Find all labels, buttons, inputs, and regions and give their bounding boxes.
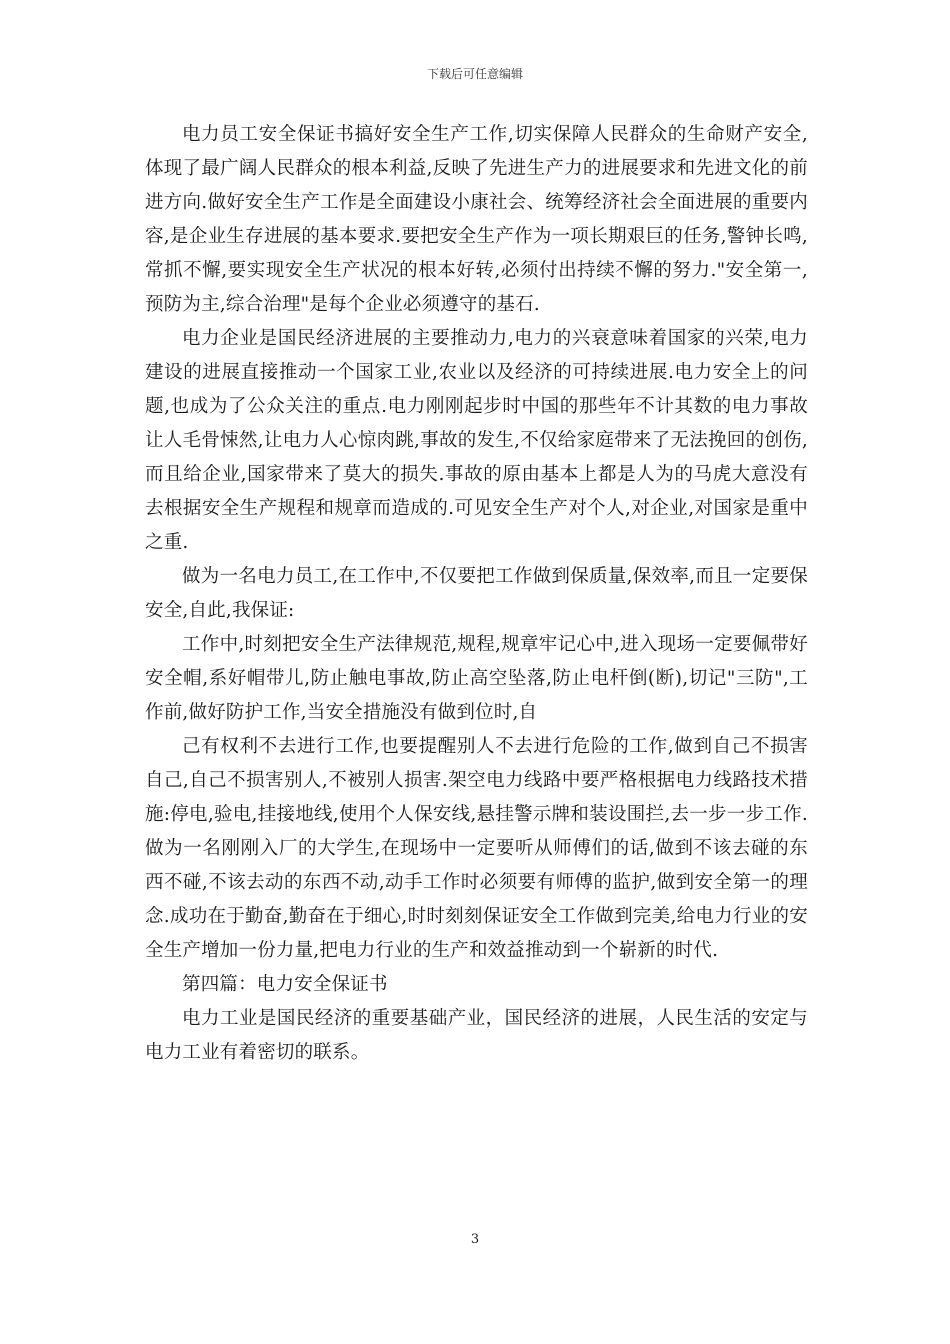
page-header: 下载后可任意编辑: [426, 67, 523, 81]
document-body: [145, 118, 808, 1070]
paragraph-work-rules: 工作中,时刻把安全生产法律规范,规程,规章牢记心中,进入现场一定要佩带好安全帽,系好帽带儿,防止触电事故,防止高空坠落,防止电杆倒(断),切记"三防",工作前,做好防护工作,当安全措施没有做到位时,自: [145, 634, 808, 723]
paragraph-power-enterprise: 电力企业是国民经济进展的主要推动力,电力的兴衰意味着国家的兴荣,电力建设的进展直接推动一个国家工业,农业以及经济的可持续进展.电力安全上的问题,也成为了公众关注的重点.电力刚刚起步时中国的那些年不计其数的电力事故让人毛骨悚然,让电力人心惊肉跳,事故的发生,不仅给家庭带来了无法挽回的创伤,而且给企业,国家带来了莫大的损失.事故的原由基本上都是人为的马虎大意没有去根据安全生产规程和规章而造成的.可见安全生产对个人,对企业,对国家是重中之重.: [145, 328, 808, 553]
paragraph-safety-guarantee-intro: 电力员工安全保证书搞好安全生产工作,切实保障人民群众的生命财产安全,体现了最广阔人民群众的根本利益,反映了先进生产力的进展要求和先进文化的前进方向.做好安全生产工作是全面建设小康社会、统筹经济社会全面进展的重要内容,是企业生存进展的基本要求.要把安全生产作为一项长期艰巨的任务,警钟长鸣,常抓不懈,要实现安全生产状况的根本好转,必须付出持续不懈的努力."安全第一,预防为主,综合治理"是每个企业必须遵守的基石.: [145, 124, 808, 315]
paragraph-pledge-lead: 做为一名电力员工,在工作中,不仅要把工作做到保质量,保效率,而且一定要保安全,自此,我保证:: [145, 566, 808, 621]
section-heading: 第四篇：电力安全保证书: [182, 974, 388, 995]
page-number: 3: [470, 1232, 480, 1247]
paragraph-power-industry: 电力工业是国民经济的重要基础产业，国民经济的进展，人民生活的安定与电力工业有着密切的联系。: [145, 1008, 808, 1063]
paragraph-self-protection: 己有权利不去进行工作,也要提醒别人不去进行危险的工作,做到自己不损害自己,自己不损害别人,不被别人损害.架空电力线路中要严格根据电力线路技术措施:停电,验电,挂接地线,使用个人保安线,悬挂警示牌和装设围拦,去一步一步工作.做为一名刚刚入厂的大学生,在现场中一定要听从师傅们的话,做到不该去碰的东西不碰,不该去动的东西不动,动手工作时必须要有师傅的监护,做到安全第一的理念.成功在于勤奋,勤奋在于细心,时时刻刻保证安全工作做到完美,给电力行业的安全生产增加一份力量,把电力行业的生产和效益推动到一个崭新的时代.: [145, 736, 808, 961]
